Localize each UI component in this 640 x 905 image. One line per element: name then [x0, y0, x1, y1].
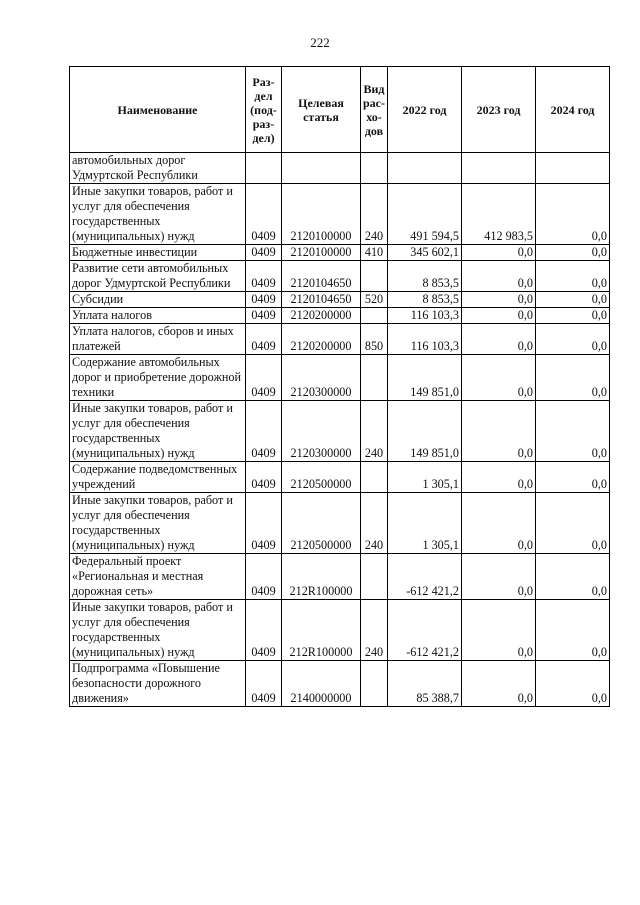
cell-y2024: 0,0: [536, 493, 610, 554]
cell-y2024: 0,0: [536, 462, 610, 493]
budget-table: [69, 66, 610, 707]
cell-name: Подпрограмма «Повышение безопасности дорожного движения»: [70, 661, 246, 707]
cell-section: 0409: [246, 292, 282, 308]
table-row: [70, 184, 610, 245]
table-row: [70, 308, 610, 324]
cell-target: 2120200000: [282, 308, 361, 324]
cell-expense: 850: [361, 324, 388, 355]
cell-expense: [361, 261, 388, 292]
cell-y2022: 345 602,1: [388, 245, 462, 261]
cell-y2022: 1 305,1: [388, 462, 462, 493]
cell-name: Иные закупки товаров, работ и услуг для обеспечения государственных (муниципальных) нужд: [70, 600, 246, 661]
cell-target: 2120200000: [282, 324, 361, 355]
header-section: Раз- дел (под- раз- дел): [246, 67, 282, 153]
cell-y2023: 0,0: [462, 554, 536, 600]
header-name: Наименование: [70, 67, 246, 153]
cell-expense: [361, 153, 388, 184]
cell-expense: 520: [361, 292, 388, 308]
cell-expense: 240: [361, 600, 388, 661]
cell-name: Иные закупки товаров, работ и услуг для обеспечения государственных (муниципальных) нужд: [70, 401, 246, 462]
cell-name: Федеральный проект «Региональная и местная дорожная сеть»: [70, 554, 246, 600]
cell-expense: [361, 355, 388, 401]
cell-y2024: 0,0: [536, 661, 610, 707]
cell-section: [246, 153, 282, 184]
cell-name: Уплата налогов: [70, 308, 246, 324]
cell-y2022: 85 388,7: [388, 661, 462, 707]
table-row: [70, 401, 610, 462]
cell-y2023: 0,0: [462, 661, 536, 707]
cell-target: 2120500000: [282, 493, 361, 554]
cell-expense: [361, 661, 388, 707]
cell-y2023: [462, 153, 536, 184]
header-2023: 2023 год: [462, 67, 536, 153]
cell-y2022: 149 851,0: [388, 401, 462, 462]
cell-name: автомобильных дорог Удмуртской Республики: [70, 153, 246, 184]
cell-y2024: 0,0: [536, 600, 610, 661]
table-row: [70, 292, 610, 308]
cell-target: 2120104650: [282, 292, 361, 308]
table-row: [70, 355, 610, 401]
cell-expense: 240: [361, 401, 388, 462]
cell-y2022: 8 853,5: [388, 261, 462, 292]
table-row: [70, 324, 610, 355]
cell-target: 2120500000: [282, 462, 361, 493]
cell-y2022: 116 103,3: [388, 308, 462, 324]
cell-target: 212R100000: [282, 554, 361, 600]
table-header-row: [70, 67, 610, 153]
cell-y2022: -612 421,2: [388, 554, 462, 600]
cell-y2023: 0,0: [462, 401, 536, 462]
cell-section: 0409: [246, 355, 282, 401]
table-row: [70, 661, 610, 707]
cell-y2023: 0,0: [462, 493, 536, 554]
header-expense: Вид рас- хо- дов: [361, 67, 388, 153]
cell-target: 2120100000: [282, 245, 361, 261]
cell-section: 0409: [246, 462, 282, 493]
cell-y2022: 491 594,5: [388, 184, 462, 245]
cell-name: Бюджетные инвестиции: [70, 245, 246, 261]
cell-expense: [361, 308, 388, 324]
cell-y2023: 0,0: [462, 324, 536, 355]
cell-target: 2120300000: [282, 355, 361, 401]
cell-name: Иные закупки товаров, работ и услуг для обеспечения государственных (муниципальных) нужд: [70, 184, 246, 245]
header-target: Целевая статья: [282, 67, 361, 153]
cell-name: Уплата налогов, сборов и иных платежей: [70, 324, 246, 355]
cell-name: Содержание подведомственных учреждений: [70, 462, 246, 493]
cell-y2023: 0,0: [462, 245, 536, 261]
cell-section: 0409: [246, 600, 282, 661]
cell-section: 0409: [246, 184, 282, 245]
cell-section: 0409: [246, 401, 282, 462]
cell-section: 0409: [246, 324, 282, 355]
cell-y2024: 0,0: [536, 245, 610, 261]
table-row: [70, 462, 610, 493]
cell-target: 2140000000: [282, 661, 361, 707]
header-2022: 2022 год: [388, 67, 462, 153]
cell-y2023: 0,0: [462, 600, 536, 661]
cell-section: 0409: [246, 493, 282, 554]
cell-y2022: 1 305,1: [388, 493, 462, 554]
page-number: 222: [310, 35, 330, 50]
cell-y2022: 149 851,0: [388, 355, 462, 401]
cell-name: Содержание автомобильных дорог и приобретение дорожной техники: [70, 355, 246, 401]
cell-y2024: 0,0: [536, 554, 610, 600]
cell-y2023: 412 983,5: [462, 184, 536, 245]
cell-y2022: 116 103,3: [388, 324, 462, 355]
cell-section: 0409: [246, 308, 282, 324]
table-row: [70, 261, 610, 292]
cell-y2023: 0,0: [462, 292, 536, 308]
cell-name: Субсидии: [70, 292, 246, 308]
cell-section: 0409: [246, 245, 282, 261]
cell-expense: [361, 554, 388, 600]
cell-target: 212R100000: [282, 600, 361, 661]
cell-name: Развитие сети автомобильных дорог Удмуртской Республики: [70, 261, 246, 292]
cell-y2024: 0,0: [536, 184, 610, 245]
cell-target: 2120104650: [282, 261, 361, 292]
cell-expense: 410: [361, 245, 388, 261]
cell-y2022: -612 421,2: [388, 600, 462, 661]
cell-target: 2120300000: [282, 401, 361, 462]
cell-y2023: 0,0: [462, 462, 536, 493]
cell-y2024: 0,0: [536, 292, 610, 308]
cell-y2023: 0,0: [462, 355, 536, 401]
cell-y2022: 8 853,5: [388, 292, 462, 308]
cell-y2023: 0,0: [462, 261, 536, 292]
cell-y2022: [388, 153, 462, 184]
cell-y2024: 0,0: [536, 355, 610, 401]
cell-target: [282, 153, 361, 184]
table-row: [70, 600, 610, 661]
table-row: [70, 153, 610, 184]
header-2024: 2024 год: [536, 67, 610, 153]
table-row: [70, 554, 610, 600]
cell-target: 2120100000: [282, 184, 361, 245]
cell-y2024: 0,0: [536, 401, 610, 462]
table-row: [70, 245, 610, 261]
cell-y2024: 0,0: [536, 324, 610, 355]
cell-y2023: 0,0: [462, 308, 536, 324]
cell-section: 0409: [246, 661, 282, 707]
cell-name: Иные закупки товаров, работ и услуг для обеспечения государственных (муниципальных) нужд: [70, 493, 246, 554]
table-row: [70, 493, 610, 554]
cell-y2024: 0,0: [536, 308, 610, 324]
cell-expense: 240: [361, 493, 388, 554]
cell-section: 0409: [246, 261, 282, 292]
cell-expense: 240: [361, 184, 388, 245]
cell-y2024: 0,0: [536, 261, 610, 292]
cell-expense: [361, 462, 388, 493]
cell-y2024: [536, 153, 610, 184]
cell-section: 0409: [246, 554, 282, 600]
